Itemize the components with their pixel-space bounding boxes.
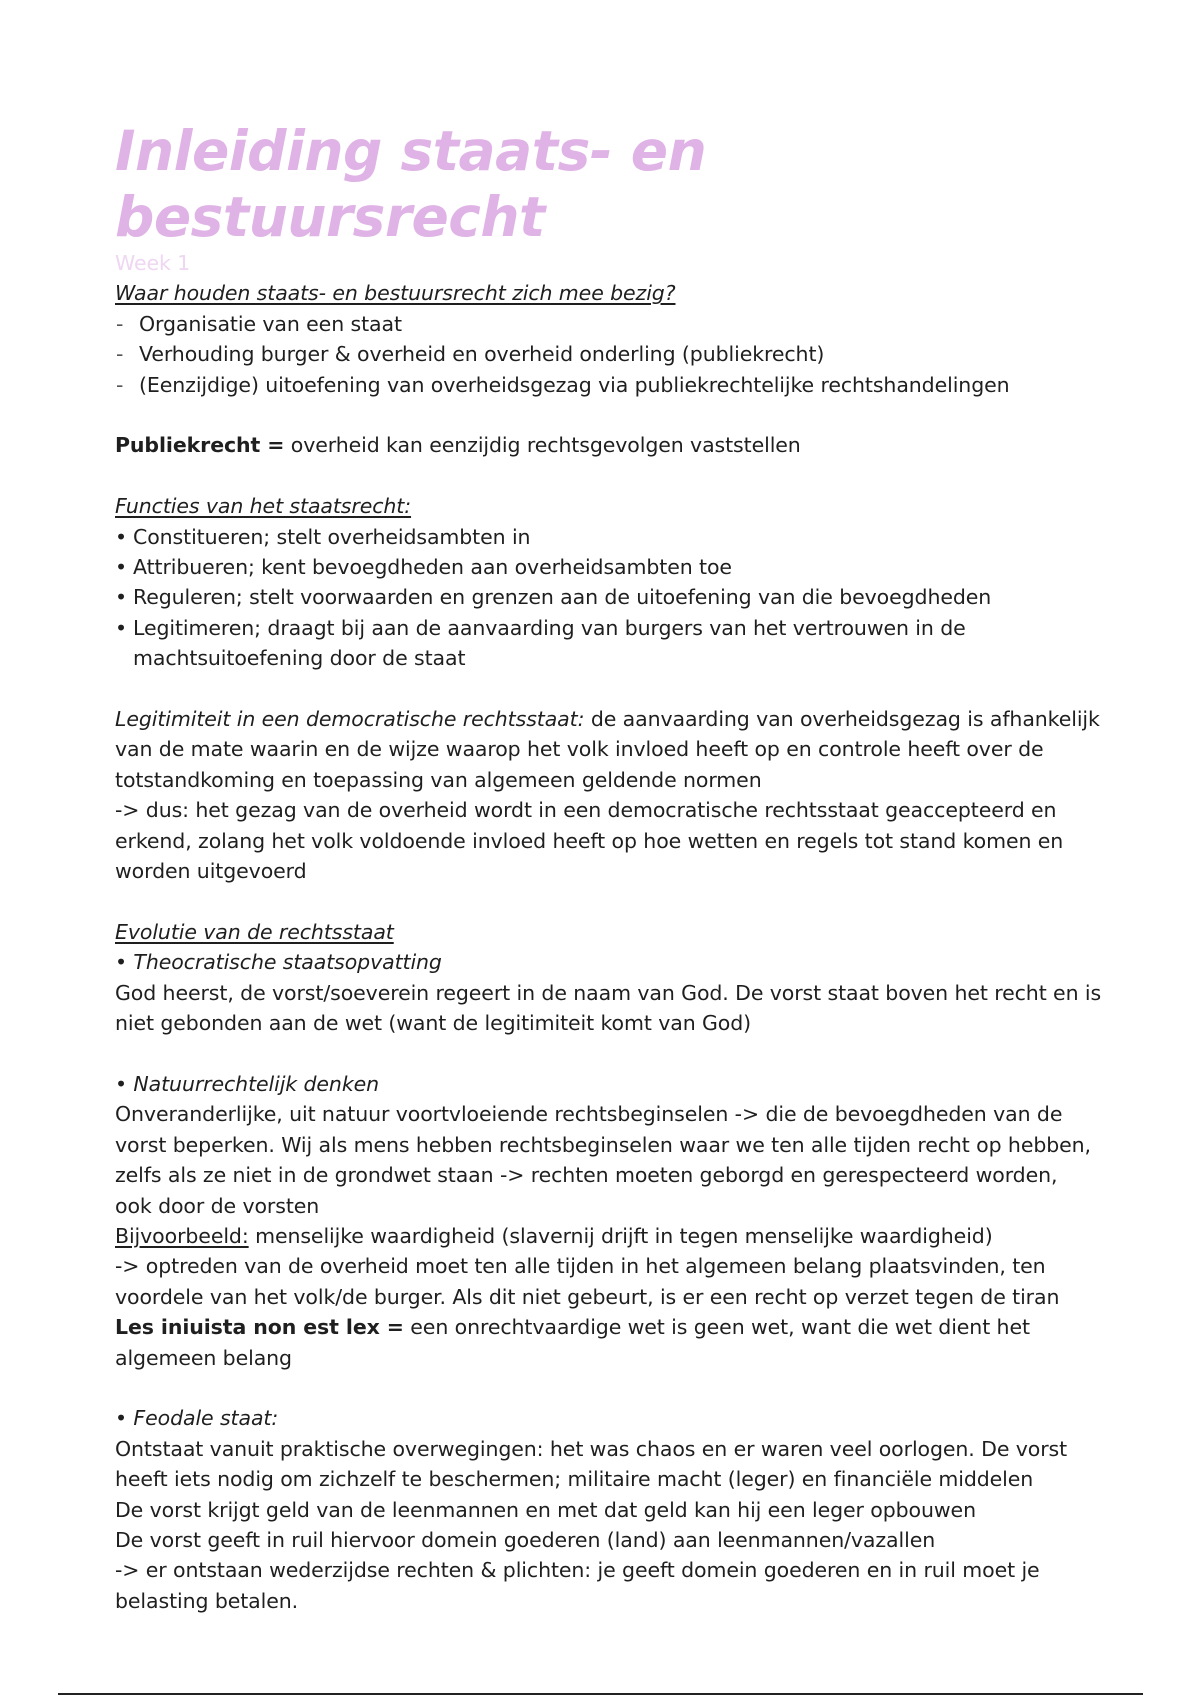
- week-label: Week 1: [115, 251, 191, 275]
- spacer: [115, 674, 1115, 704]
- paragraph-line: De vorst krijgt geld van de leenmannen en met dat geld kan hij een leger opbouwen: [115, 1497, 976, 1522]
- list-item: - Verhouding burger & overheid en overheid onderling (publiekrecht): [115, 339, 1115, 369]
- paragraph-line: God heerst, de vorst/soeverein regeert in de naam van God. De vorst staat boven het recht en is: [115, 980, 1102, 1005]
- legitimacy-label: Legitimiteit in een democratische rechtsstaat:: [115, 707, 585, 732]
- paragraph-line: heeft iets nodig om zichzelf te beschermen; militaire macht (leger) en financiële middelen: [115, 1467, 1034, 1492]
- section-heading-functions: Functies van het staatsrecht:: [115, 494, 412, 519]
- subsection-title: Feodale staat:: [133, 1406, 279, 1431]
- paragraph-line: voordele van het volk/de burger. Als dit niet gebeurt, is er een recht op verzet tegen de tiran: [115, 1284, 1060, 1309]
- list-item: • Legitimeren; draagt bij aan de aanvaarding van burgers van het vertrouwen in de: [115, 613, 1115, 643]
- example-line: Bijvoorbeeld: menselijke waardigheid (slavernij drijft in tegen menselijke waardigheid): [115, 1223, 993, 1248]
- dash-marker: -: [116, 372, 124, 397]
- bullet-marker: •: [115, 555, 127, 580]
- definition-term: Les iniuista non est lex =: [115, 1315, 404, 1340]
- paragraph-line: -> optreden van de overheid moet ten alle tijden in het algemeen belang plaatsvinden, ten: [115, 1254, 1046, 1279]
- spacer: [115, 1039, 1115, 1069]
- bullet-marker: •: [115, 1406, 127, 1431]
- paragraph-line: Ontstaat vanuit praktische overwegingen: het was chaos en er waren veel oorlogen. De vorst: [115, 1436, 1068, 1461]
- document-title: Inleiding staats- en bestuursrecht: [115, 119, 707, 249]
- definition-term: Publiekrecht =: [115, 433, 285, 458]
- definition-lex: Les iniuista non est lex = een onrechtvaardige wet is geen wet, want die wet dient het: [115, 1315, 1030, 1340]
- list-item: - Organisatie van een staat: [115, 309, 1115, 339]
- definition-text: overheid kan eenzijdig rechtsgevolgen vaststellen: [284, 433, 801, 458]
- spacer: [115, 400, 1115, 430]
- section-heading-scope: Waar houden staats- en bestuursrecht zich mee bezig?: [115, 281, 676, 306]
- paragraph-line: -> er ontstaan wederzijdse rechten & plichten: je geeft domein goederen en in ruil moet je: [115, 1558, 1040, 1583]
- paragraph-line: Legitimiteit in een democratische rechtsstaat: de aanvaarding van overheidsgezag is afhankelijk: [115, 707, 1100, 732]
- paragraph-line: algemeen belang: [115, 1345, 292, 1370]
- bullet-marker: •: [115, 950, 127, 975]
- list-item: - (Eenzijdige) uitoefening van overheidsgezag via publiekrechtelijke rechtshandelingen: [115, 370, 1115, 400]
- bullet-marker: •: [115, 585, 127, 610]
- list-item: • Attribueren; kent bevoegdheden aan overheidsambten toe: [115, 552, 1115, 582]
- paragraph-line: belasting betalen.: [115, 1588, 299, 1613]
- list-item: • Constitueren; stelt overheidsambten in: [115, 522, 1115, 552]
- paragraph-line: De vorst geeft in ruil hiervoor domein goederen (land) aan leenmannen/vazallen: [115, 1527, 936, 1552]
- paragraph-line: vorst beperken. Wij als mens hebben rechtsbeginselen waar we ten alle tijden recht op hebben,: [115, 1132, 1091, 1157]
- paragraph-line: zelfs als ze niet in de grondwet staan -> rechten moeten geborgd en gerespecteerd worden,: [115, 1163, 1058, 1188]
- paragraph-line: -> dus: het gezag van de overheid wordt in een democratische rechtsstaat geaccepteerd en: [115, 798, 1057, 823]
- spacer: [115, 1373, 1115, 1403]
- bullet-marker: •: [115, 524, 127, 549]
- paragraph-line: ook door de vorsten: [115, 1193, 320, 1218]
- definition-publiekrecht: [115, 430, 1115, 460]
- bullet-marker: •: [115, 615, 127, 640]
- subsection-title: Natuurrechtelijk denken: [133, 1071, 379, 1096]
- document-page: [115, 118, 1115, 1616]
- paragraph-line: worden uitgevoerd: [115, 859, 307, 884]
- spacer: [115, 886, 1115, 916]
- paragraph-line: totstandkoming en toepassing van algemeen geldende normen: [115, 767, 762, 792]
- spacer: [115, 461, 1115, 491]
- footer-divider: [58, 1693, 1143, 1695]
- dash-marker: -: [116, 311, 124, 336]
- example-label: Bijvoorbeeld:: [115, 1223, 249, 1248]
- subsection-natural-law: [115, 1069, 1115, 1099]
- subsection-theocratic: [115, 947, 1115, 977]
- list-item-continuation: machtsuitoefening door de staat: [133, 646, 466, 671]
- subsection-title: Theocratische staatsopvatting: [133, 950, 442, 975]
- bullet-marker: •: [115, 1071, 127, 1096]
- section-heading-evolution: Evolutie van de rechtsstaat: [115, 919, 394, 944]
- paragraph-line: niet gebonden aan de wet (want de legitimiteit komt van God): [115, 1011, 752, 1036]
- list-item: • Reguleren; stelt voorwaarden en grenzen aan de uitoefening van die bevoegdheden: [115, 582, 1115, 612]
- dash-marker: -: [116, 342, 124, 367]
- paragraph-line: van de mate waarin en de wijze waarop het volk invloed heeft op en controle heeft over de: [115, 737, 1044, 762]
- paragraph-line: erkend, zolang het volk voldoende invloed heeft op hoe wetten en regels tot stand komen en: [115, 828, 1064, 853]
- paragraph-line: Onveranderlijke, uit natuur voortvloeiende rechtsbeginselen -> die de bevoegdheden van de: [115, 1102, 1063, 1127]
- subsection-feudal: [115, 1403, 1115, 1433]
